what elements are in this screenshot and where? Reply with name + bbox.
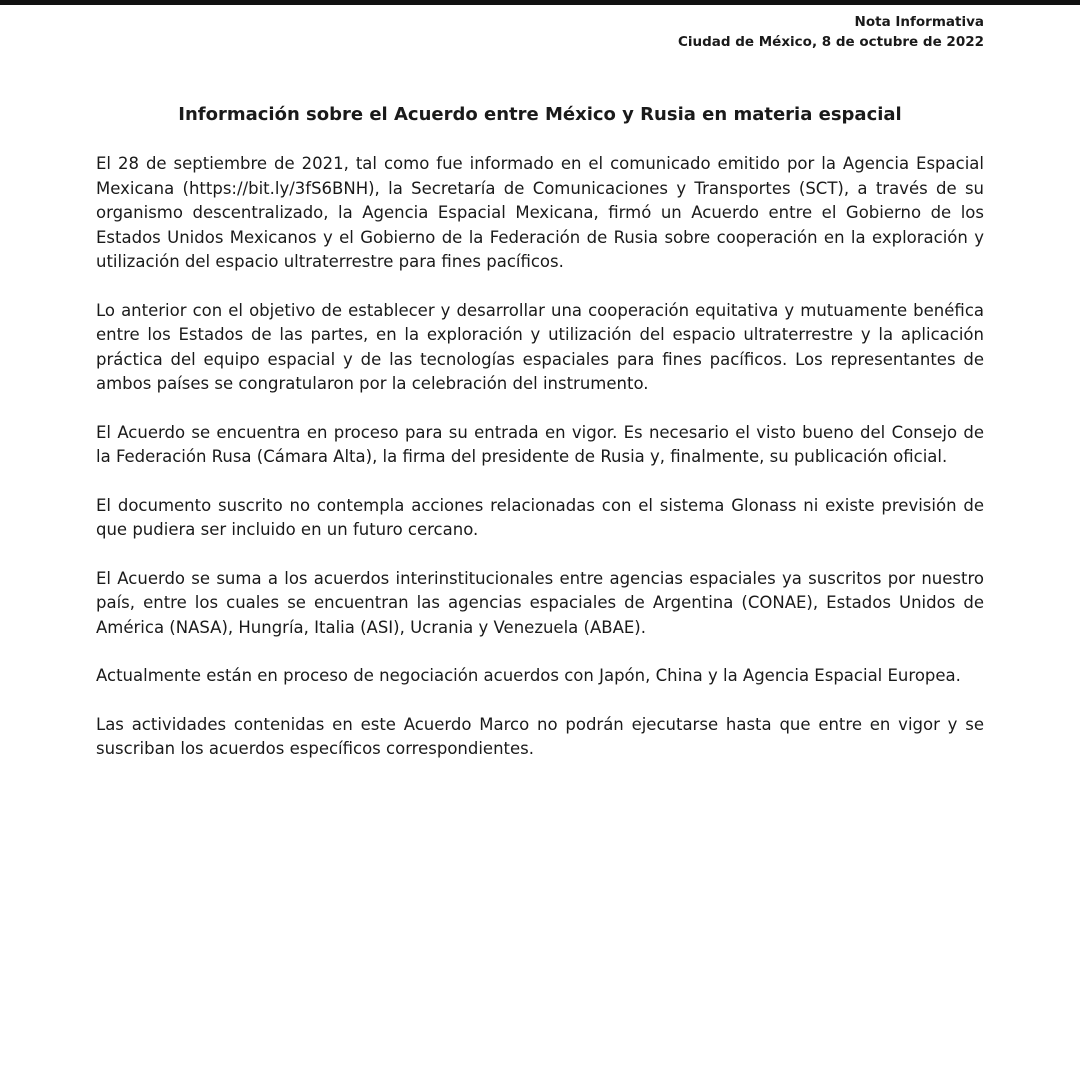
paragraph-6: Actualmente están en proceso de negociación acuerdos con Japón, China y la Agencia Espacial Europea. bbox=[96, 666, 961, 685]
paragraph-7: Las actividades contenidas en este Acuerdo Marco no podrán ejecutarse hasta que entre en vigor y se suscriban los acuerdos específicos correspondientes. bbox=[96, 714, 984, 758]
paragraph-5: El Acuerdo se suma a los acuerdos interinstitucionales entre agencias espaciales ya suscritos por nuestro país, entre los cuales se encuentran las agencias espaciales de Argentina (CONAE), Estados Unidos de América (NASA), Hungría, Italia (ASI), Ucrania y Venezuela (ABAE). bbox=[96, 568, 984, 637]
note-type: Nota Informativa bbox=[854, 14, 984, 30]
paragraph-3: El Acuerdo se encuentra en proceso para su entrada en vigor. Es necesario el visto bueno del Consejo de la Federación Rusa (Cámara Alta), la firma del presidente de Rusia y, finalmente, su publicación oficial. bbox=[96, 422, 984, 466]
paragraph-4: El documento suscrito no contempla acciones relacionadas con el sistema Glonass ni existe previsión de que pudiera ser incluido en un futuro cercano. bbox=[96, 495, 984, 539]
document-body bbox=[96, 152, 984, 786]
top-border bbox=[0, 0, 1080, 5]
document-header bbox=[678, 12, 984, 52]
place-date: Ciudad de México, 8 de octubre de 2022 bbox=[677, 34, 984, 50]
document-title: Información sobre el Acuerdo entre México y Rusia en materia espacial bbox=[178, 104, 902, 125]
paragraph-1: El 28 de septiembre de 2021, tal como fue informado en el comunicado emitido por la Agencia Espacial Mexicana (https://bit.ly/3fS6BNH), la Secretaría de Comunicaciones y Transportes (SCT), a través de su organismo descentralizado, la Agencia Espacial Mexicana, firmó un Acuerdo entre el Gobierno de los Estados Unidos Mexicanos y el Gobierno de la Federación de Rusia sobre cooperación en la exploración y utilización del espacio ultraterrestre para fines pacíficos. bbox=[96, 154, 984, 271]
paragraph-2: Lo anterior con el objetivo de establecer y desarrollar una cooperación equitativa y mutuamente benéfica entre los Estados de las partes, en la exploración y utilización del espacio ultraterrestre y la aplicación práctica del equipo espacial y de las tecnologías espaciales para fines pacíficos. Los representantes de ambos países se congratularon por la celebración del instrumento. bbox=[96, 300, 984, 393]
